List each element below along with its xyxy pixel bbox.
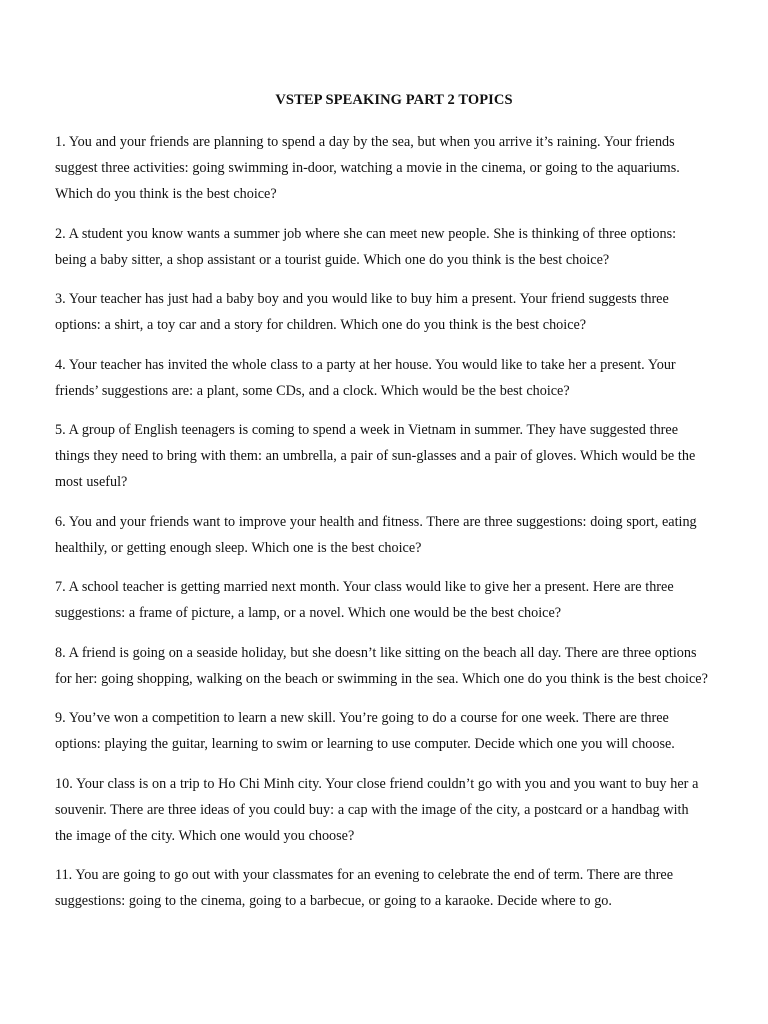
topic-4: 4. Your teacher has invited the whole class to a party at her house. You would like to take her a present. Your friends’ suggestions are: a plant, some CDs, and a clock. Which would be the best choice? (55, 356, 676, 399)
topic-10: 10. Your class is on a trip to Ho Chi Minh city. Your close friend couldn’t go with you and you want to buy her a souvenir. There are three ideas of you could buy: a cap with the image of the city, a postcard or a handbag with the image of the city. Which one would you choose? (55, 775, 699, 844)
topic-6: 6. You and your friends want to improve your health and fitness. There are three suggestions: doing sport, eating healthily, or getting enough sleep. Which one is the best choice? (55, 513, 697, 556)
topic-3: 3. Your teacher has just had a baby boy and you would like to buy him a present. Your friend suggests three options: a shirt, a toy car and a story for children. Which one do you think is the best choice? (55, 291, 669, 333)
topic-2: 2. A student you know wants a summer job where she can meet new people. She is thinking of three options: being a baby sitter, a shop assistant or a tourist guide. Which one do you think is the best choice? (55, 225, 677, 268)
topic-1: 1. You and your friends are planning to spend a day by the sea, but when you arrive it’s raining. Your friends suggest three activities: going swimming in-door, watching a movie in the cinema, or going to the aquariums. Which do you think is the best choice? (55, 134, 680, 202)
document-title: VSTEP SPEAKING PART 2 TOPICS (275, 92, 513, 108)
topic-9: 9. You’ve won a competition to learn a new skill. You’re going to do a course for one week. There are three options: playing the guitar, learning to swim or learning to use computer. Decide which one you will choose. (55, 710, 675, 752)
topic-7: 7. A school teacher is getting married next month. Your class would like to give her a present. Here are three suggestions: a frame of picture, a lamp, or a novel. Which one would be the best choice? (55, 579, 674, 621)
topic-8: 8. A friend is going on a seaside holiday, but she doesn’t like sitting on the beach all day. There are three options for her: going shopping, walking on the beach or swimming in the sea. Which one do you think is the best choice? (55, 644, 708, 687)
topic-5: 5. A group of English teenagers is coming to spend a week in Vietnam in summer. They have suggested three things they need to bring with them: an umbrella, a pair of sun-glasses and a pair of gloves. Which would be the most useful? (55, 422, 696, 490)
topic-11: 11. You are going to go out with your classmates for an evening to celebrate the end of term. There are three suggestions: going to the cinema, going to a barbecue, or going to a karaoke. Decide where to go. (55, 867, 674, 909)
